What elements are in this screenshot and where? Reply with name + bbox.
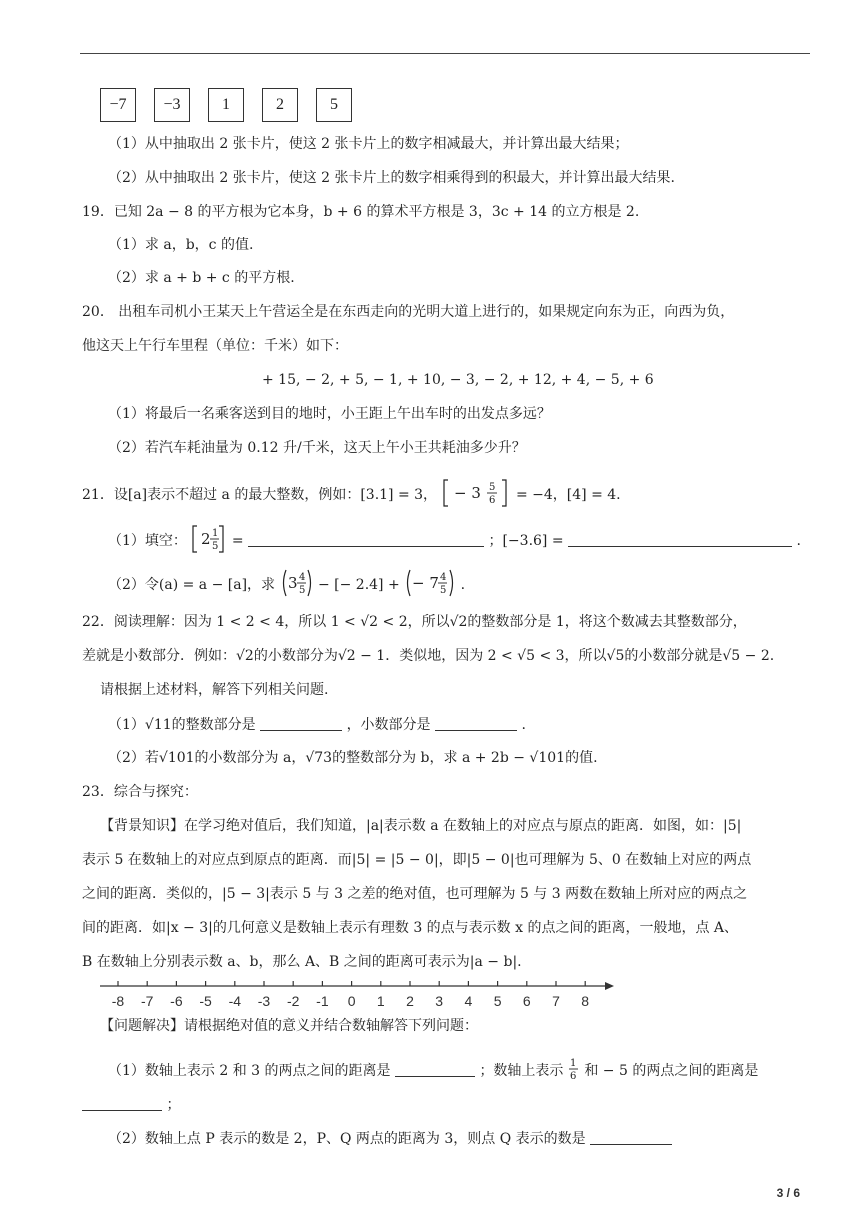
answer-blank-5[interactable] bbox=[395, 1060, 475, 1077]
q23-part-1-continued bbox=[82, 1094, 180, 1115]
q21-paren-expr-1 bbox=[280, 568, 314, 598]
q22-part-1-text-b: ，小数部分是 bbox=[346, 717, 431, 733]
answer-blank-2[interactable] bbox=[568, 530, 792, 547]
number-line-tick-label: -7 bbox=[140, 993, 154, 1009]
q21-period: . bbox=[796, 533, 801, 549]
q20-part-1: （1）将最后一名乘客送到目的地时，小王距上午出车时的出发点多远？ bbox=[108, 406, 551, 422]
q23-stem: 23．综合与探究： bbox=[82, 784, 198, 800]
q22-part-2: （2）若√101的小数部分为 a，√73的整数部分为 b，求 a + 2b − √101的值. bbox=[108, 750, 598, 766]
q19-part-1: （1）求 a，b，c 的值. bbox=[108, 237, 254, 253]
svg-text:5: 5 bbox=[440, 585, 447, 596]
q21-part-2 bbox=[108, 568, 465, 598]
q22-part-1-text-a: （1）√11的整数部分是 bbox=[108, 717, 256, 733]
answer-blank-1[interactable] bbox=[248, 530, 484, 547]
answer-blank-3[interactable] bbox=[260, 714, 342, 731]
q20-part-2: （2）若汽车耗油量为 0.12 升/千米，这天上午小王共耗油多少升？ bbox=[108, 440, 526, 456]
q23-part-1-text-b: ；数轴上表示 bbox=[479, 1063, 564, 1079]
number-line-tick-label: -5 bbox=[199, 993, 212, 1009]
card: 5 bbox=[316, 88, 352, 122]
number-line-tick-label: 2 bbox=[406, 993, 414, 1009]
q19-part-2: （2）求 a + b + c 的平方根. bbox=[108, 270, 295, 286]
q18-part-2: （2）从中抽取出 2 张卡片，使这 2 张卡片上的数字相乘得到的积最大，并计算出最大结果. bbox=[108, 170, 675, 186]
card: −3 bbox=[154, 88, 190, 122]
q21-stem-text-b: = −4，[4] = 4. bbox=[515, 487, 621, 503]
q21-part-1 bbox=[108, 524, 801, 554]
number-line-tick-label: -8 bbox=[111, 993, 125, 1009]
svg-text:2: 2 bbox=[201, 530, 211, 548]
card: 1 bbox=[208, 88, 244, 122]
q23-part-1-text-c: 和 − 5 的两点之间的距离是 bbox=[584, 1063, 759, 1079]
q20-stem-line-1: 20． 出租车司机小王某天上午营运全是在东西走向的光明大道上进行的，如果规定向东为正，向西为负， bbox=[82, 304, 735, 320]
q22-stem-line-1: 22．阅读理解：因为 1 < 2 < 4，所以 1 < √2 < 2，所以√2的整数部分是 1，将这个数减去其整数部分， bbox=[82, 614, 747, 630]
number-line-tick-label: 8 bbox=[581, 993, 590, 1009]
q23-background-line-2: 表示 5 在数轴上的对应点到原点的距离．而|5| = |5 − 0|，即|5 − 0|也可理解为 5、0 在数轴上对应的两点 bbox=[82, 852, 752, 868]
svg-text:5: 5 bbox=[212, 541, 219, 552]
number-line-tick-label: 4 bbox=[464, 993, 473, 1009]
q23-background-line-1: 【背景知识】在学习绝对值后，我们知道，|a|表示数 a 在数轴上的对应点与原点的距离．如图，如：|5| bbox=[100, 818, 742, 834]
page-number: 3 / 6 bbox=[776, 1186, 800, 1200]
fraction-one-sixth bbox=[568, 1054, 580, 1084]
number-line-tick-label: 5 bbox=[493, 993, 502, 1009]
number-line-tick-label: -6 bbox=[170, 993, 183, 1009]
svg-text:4: 4 bbox=[298, 572, 305, 583]
svg-text:5: 5 bbox=[298, 585, 305, 596]
q23-part-1-text-a: （1）数轴上表示 2 和 3 的两点之间的距离是 bbox=[108, 1063, 391, 1079]
svg-text:3: 3 bbox=[287, 574, 298, 592]
q23-background-line-4: 间的距离．如|x − 3|的几何意义是数轴上表示有理数 3 的点与表示数 x 的点之间的距离，一般地，点 A、 bbox=[82, 920, 739, 936]
number-line-tick-label: 6 bbox=[522, 993, 531, 1009]
q21-part-2-text-a: （2）令(a) = a − [a]，求 bbox=[108, 577, 276, 593]
svg-text:− 3: − 3 bbox=[453, 484, 481, 502]
answer-blank-6[interactable] bbox=[82, 1094, 162, 1111]
number-line-tick-label: 7 bbox=[552, 993, 560, 1009]
svg-text:4: 4 bbox=[440, 572, 447, 583]
svg-text:1: 1 bbox=[212, 528, 219, 539]
q21-stem bbox=[82, 478, 621, 508]
number-line-marks bbox=[100, 981, 614, 1009]
number-line-arrow bbox=[605, 982, 614, 990]
header-rule bbox=[80, 53, 810, 54]
q20-mileage-data: + 15, − 2, + 5, − 1, + 10, − 3, − 2, + 12, + 4, − 5, + 6 bbox=[262, 372, 654, 388]
q21-paren-expr-2 bbox=[404, 568, 456, 598]
q23-problem-intro: 【问题解决】请根据绝对值的意义并结合数轴解答下列问题： bbox=[100, 1018, 478, 1034]
q22-part-1 bbox=[108, 714, 526, 735]
q23-part-1 bbox=[108, 1054, 758, 1084]
q21-part-1-label: （1）填空： bbox=[108, 533, 187, 549]
number-line-tick-label: -1 bbox=[316, 993, 329, 1009]
q22-part-1-text-c: . bbox=[521, 717, 526, 733]
q21-part-2-text-b: − [− 2.4] + bbox=[317, 577, 405, 593]
answer-blank-4[interactable] bbox=[435, 714, 517, 731]
q19-stem: 19．已知 2a − 8 的平方根为它本身，b + 6 的算术平方根是 3，3c + 14 的立方根是 2. bbox=[82, 204, 640, 220]
number-line-tick-label: 1 bbox=[376, 993, 385, 1009]
number-line-tick-label: 3 bbox=[435, 993, 444, 1009]
number-line-tick-label: -4 bbox=[228, 993, 242, 1009]
svg-text:6: 6 bbox=[488, 495, 495, 506]
q21-second-item: ；[−3.6] = bbox=[488, 533, 564, 549]
q21-fill-bracket bbox=[191, 524, 227, 554]
svg-text:6: 6 bbox=[569, 1071, 577, 1082]
q21-stem-text-a: 21．设[a]表示不超过 a 的最大整数，例如：[3.1] = 3， bbox=[82, 487, 438, 503]
svg-text:1: 1 bbox=[569, 1058, 577, 1069]
card: 2 bbox=[262, 88, 298, 122]
q22-stem-line-3: 请根据上述材料，解答下列相关问题. bbox=[100, 682, 329, 698]
card: −7 bbox=[100, 88, 136, 122]
answer-blank-7[interactable] bbox=[590, 1128, 672, 1145]
q18-part-1: （1）从中抽取出 2 张卡片，使这 2 张卡片上的数字相减最大，并计算出最大结果； bbox=[108, 136, 629, 152]
svg-text:5: 5 bbox=[488, 482, 495, 493]
q22-stem-line-2: 差就是小数部分．例如：√2的小数部分为√2 − 1．类似地，因为 2 < √5 < 3，所以√5的小数部分就是√5 − 2. bbox=[82, 648, 775, 664]
q21-example-bracket bbox=[442, 478, 512, 508]
number-line-tick-label: -3 bbox=[257, 993, 271, 1009]
q23-background-line-3: 之间的距离．类似的，|5 − 3|表示 5 与 3 之差的绝对值，也可理解为 5 与 3 两数在数轴上所对应的两点之 bbox=[82, 886, 748, 902]
number-line-tick-label: -2 bbox=[286, 993, 300, 1009]
number-line bbox=[100, 976, 620, 1016]
q20-stem-line-2: 他这天上午行车里程（单位：千米）如下： bbox=[82, 338, 348, 354]
q23-part-2-text: （2）数轴上点 P 表示的数是 2，P、Q 两点的距离为 3，则点 Q 表示的数是 bbox=[108, 1131, 586, 1147]
number-line-tick-label: 0 bbox=[347, 993, 356, 1009]
q23-part-2 bbox=[108, 1128, 672, 1149]
svg-text:− 7: − 7 bbox=[412, 574, 440, 592]
q21-part-2-text-c: . bbox=[460, 577, 466, 593]
q21-equals: = bbox=[231, 533, 244, 549]
q23-part-1-text-d: ； bbox=[166, 1097, 181, 1113]
q23-background-line-5: B 在数轴上分别表示数 a、b，那么 A、B 之间的距离可表示为|a − b|. bbox=[82, 954, 522, 970]
